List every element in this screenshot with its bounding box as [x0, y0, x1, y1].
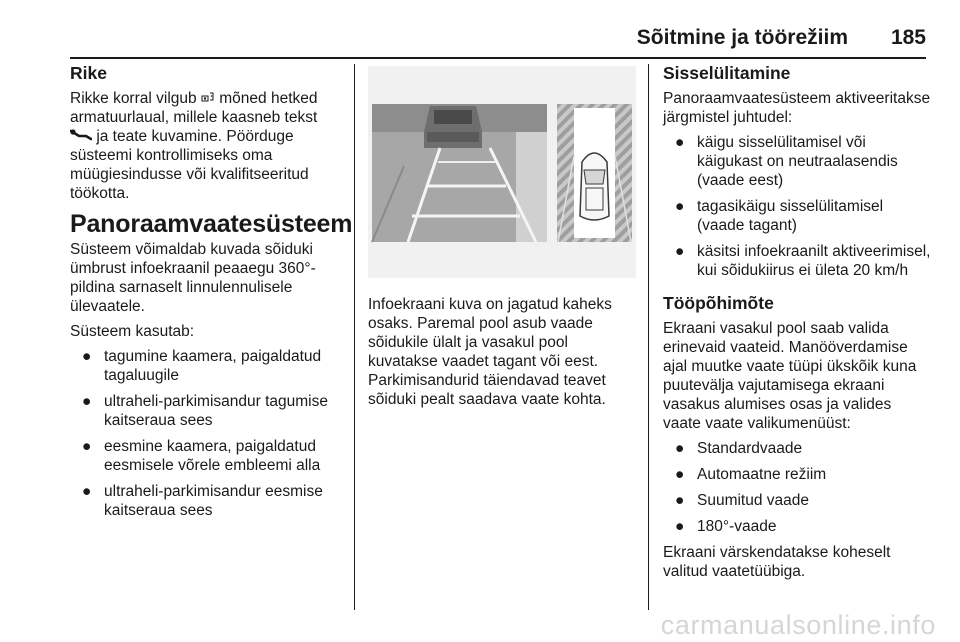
principle-heading: Tööpõhimõte [663, 293, 774, 313]
split-screen-illustration [368, 66, 636, 278]
bullet: ● [675, 440, 685, 457]
column-divider [648, 64, 649, 610]
column-middle [368, 64, 636, 415]
list-item: ● ultraheli-parkimisandur eesmise kaitseraua sees [82, 483, 323, 519]
chapter-title: Sõitmine ja töörežiim [636, 26, 848, 49]
rike-text-c: ja teate kuvamine. Pöörduge süsteemi kontrollimiseks oma müügiesindusse või kvalifitseeritud töökotta. [70, 128, 309, 202]
list-item: ● Automaatne režiim [675, 466, 827, 483]
rike-paragraph [70, 89, 342, 203]
bullet: ● [82, 483, 92, 500]
switch-heading: Sisselülitamine [663, 63, 791, 83]
switch-intro: Panoraamvaatesüsteem aktiveeritakse järgmistel juhtudel: [663, 90, 931, 126]
header-rule [70, 57, 926, 59]
bullet: ● [82, 393, 92, 410]
section-heading: Panoraamvaatesüsteem [70, 210, 353, 238]
views-list [663, 439, 933, 536]
watermark: carmanualsonline.info [660, 610, 936, 640]
list-item: ● Standardvaade [675, 440, 803, 457]
page-number: 185 [890, 26, 926, 49]
bullet: ● [675, 466, 685, 483]
list-item: ● tagasikäigu sisselülitamisel (vaade tagant) [675, 198, 884, 234]
bullet: ● [82, 438, 92, 455]
figure-caption: Infoekraani kuva on jagatud kaheks osaks. Paremal pool asub vaade sõidukile ülalt ja vasakul pool kuvatakse vaadet tagant või eest. Parkimisandurid täiendavad teavet sõiduki pealt saadava vaate kohta. [368, 296, 612, 408]
camera-view [372, 104, 547, 242]
list-item: ● eesmine kaamera, paigaldatud eesmisele võrele embleemi alla [82, 438, 321, 474]
bullet: ● [675, 198, 685, 215]
uses-label: Süsteem kasutab: [70, 323, 195, 340]
list-item: ● käigu sisselülitamisel või käigukast on neutraalasendis (vaade eest) [675, 134, 898, 189]
list-item: ● tagumine kaamera, paigaldatud tagaluugile [82, 348, 322, 384]
bullet: ● [82, 348, 92, 365]
wrench-icon [70, 129, 92, 141]
bullet: ● [675, 134, 685, 151]
column-divider [354, 64, 355, 610]
intro-paragraph: Süsteem võimaldab kuvada sõiduki ümbrust infoekraanil peaaegu 360°-pildina sarnaselt linnulennulisele ülevaatele. [70, 241, 316, 315]
rike-text-b: mõned hetked armatuurlaual, millele kaasneb tekst [70, 90, 318, 126]
principle-paragraph: Ekraani vasakul pool saab valida erinevaid vaateid. Manööverdamise ajal muutke vaate tüüpi ükskõik kuna puutevälja vajutamisega ekraani vasakus alumises osas ja valides vaate vaate valikumenüüst: [663, 320, 917, 432]
page-header [70, 26, 926, 56]
list-item: ● ultraheli-parkimisandur tagumise kaitseraua sees [82, 393, 328, 429]
column-right [663, 64, 933, 587]
parking-camera-warning-icon [201, 90, 215, 103]
rike-heading: Rike [70, 63, 107, 83]
rike-text-a: Rikke korral vilgub [70, 90, 197, 107]
display-illustration [368, 66, 636, 278]
list-item: ● 180°-vaade [675, 518, 777, 535]
column-left [70, 63, 353, 527]
list-item: ● Suumitud vaade [675, 492, 810, 509]
closing-paragraph: Ekraani värskendatakse koheselt valitud vaatetüübiga. [663, 544, 891, 580]
bullet: ● [675, 492, 685, 509]
list-item: ● käsitsi infoekraanilt aktiveerimisel, kui sõidukiirus ei ületa 20 km/h [675, 243, 931, 279]
bullet: ● [675, 243, 685, 260]
bullet: ● [675, 518, 685, 535]
activation-list [663, 133, 933, 280]
components-list [70, 347, 342, 520]
top-view [557, 104, 632, 242]
